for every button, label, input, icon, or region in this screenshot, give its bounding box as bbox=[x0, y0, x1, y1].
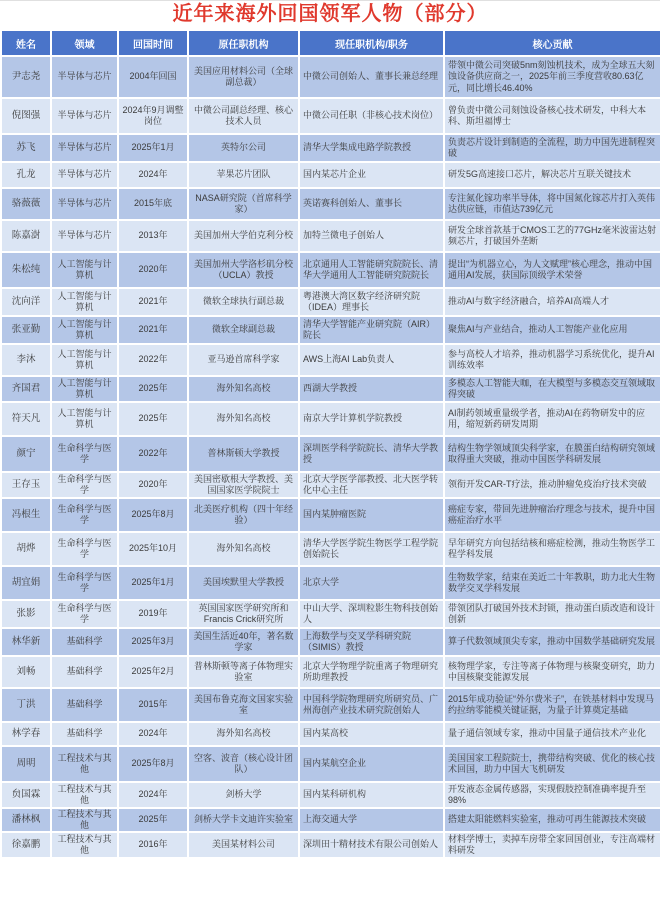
table-cell: 美国应用材料公司（全球副总裁） bbox=[188, 56, 299, 98]
table-row bbox=[1, 808, 660, 832]
table-cell: 美国国家工程院院士，携带结构突破、优化的核心技术回国，助力中国大飞机研发 bbox=[444, 746, 660, 782]
table-row bbox=[1, 376, 660, 402]
column-header: 领域 bbox=[51, 30, 118, 56]
table-cell: 美国某材料公司 bbox=[188, 832, 299, 858]
table-cell: 微软全球副总裁 bbox=[188, 316, 299, 344]
table-row bbox=[1, 498, 660, 532]
table-cell: 加特兰微电子创始人 bbox=[299, 220, 444, 252]
table-cell: 剑桥大学 bbox=[188, 782, 299, 808]
table-cell: 张影 bbox=[1, 600, 51, 628]
table-cell: 工程技术与其他 bbox=[51, 782, 118, 808]
table-cell: 半导体与芯片 bbox=[51, 162, 118, 188]
table-cell: 国内某高校 bbox=[299, 722, 444, 746]
table-row bbox=[1, 600, 660, 628]
table-cell: 2025年 bbox=[118, 402, 188, 436]
table-cell: 潘林枫 bbox=[1, 808, 51, 832]
table-row bbox=[1, 220, 660, 252]
table-cell: NASA研究院（首席科学家） bbox=[188, 188, 299, 220]
table-cell: 带领中微公司突破5nm刻蚀机技术，成为全球五大刻蚀设备供应商之一，2025年前三季度营收80.63亿元，同比增长46.40% bbox=[444, 56, 660, 98]
table-row bbox=[1, 688, 660, 722]
table-cell: 美国加州大学伯克利分校 bbox=[188, 220, 299, 252]
table-cell: 生命科学与医学 bbox=[51, 498, 118, 532]
table-row bbox=[1, 162, 660, 188]
table-cell: 生命科学与医学 bbox=[51, 566, 118, 600]
table-cell: 周明 bbox=[1, 746, 51, 782]
table-row bbox=[1, 344, 660, 376]
table-cell: 贠国霖 bbox=[1, 782, 51, 808]
table-cell: 基础科学 bbox=[51, 722, 118, 746]
table-cell: 2025年8月 bbox=[118, 498, 188, 532]
table-cell: 英诺赛科创始人、董事长 bbox=[299, 188, 444, 220]
table-cell: 2024年 bbox=[118, 162, 188, 188]
table-cell: 清华大学医学院生物医学工程学院创始院长 bbox=[299, 532, 444, 566]
table-cell: 符天凡 bbox=[1, 402, 51, 436]
table-cell: 美国埃默里大学教授 bbox=[188, 566, 299, 600]
table-cell: 中山大学、深圳粒影生物科技创始人 bbox=[299, 600, 444, 628]
table-cell: 中微公司副总经理、核心技术人员 bbox=[188, 98, 299, 134]
table-cell: 半导体与芯片 bbox=[51, 188, 118, 220]
table-cell: 生命科学与医学 bbox=[51, 532, 118, 566]
table-cell: 人工智能与计算机 bbox=[51, 344, 118, 376]
table-cell: 2021年 bbox=[118, 316, 188, 344]
table-cell: 生命科学与医学 bbox=[51, 436, 118, 472]
table-row bbox=[1, 472, 660, 498]
table-cell: 北京通用人工智能研究院院长、清华大学通用人工智能研究院院长 bbox=[299, 252, 444, 288]
table-row bbox=[1, 402, 660, 436]
table-cell: 北京大学医学部教授、北大医学转化中心主任 bbox=[299, 472, 444, 498]
table-cell: 2025年3月 bbox=[118, 628, 188, 656]
table-body bbox=[1, 56, 660, 858]
table-cell: 国内某肿瘤医院 bbox=[299, 498, 444, 532]
table-cell: 北京大学物理学院重离子物理研究所助理教授 bbox=[299, 656, 444, 688]
table-cell: 基础科学 bbox=[51, 688, 118, 722]
table-cell: 徐嘉鹏 bbox=[1, 832, 51, 858]
table-cell: 上海交通大学 bbox=[299, 808, 444, 832]
table-cell: 专注氮化镓功率半导体，将中国氮化镓芯片打入英伟达供应链，市值达739亿元 bbox=[444, 188, 660, 220]
table-cell: 深圳田十精材技术有限公司创始人 bbox=[299, 832, 444, 858]
table-cell: 北美医疗机构（四十年经验） bbox=[188, 498, 299, 532]
table-cell: 国内某航空企业 bbox=[299, 746, 444, 782]
table-cell: 生物数学家，结束在美近二十年教职，助力北大生物数学交叉学科发展 bbox=[444, 566, 660, 600]
table-cell: 陈嘉澍 bbox=[1, 220, 51, 252]
table-cell: 北京大学 bbox=[299, 566, 444, 600]
table-cell: 美国布鲁克海文国家实验室 bbox=[188, 688, 299, 722]
table-cell: 冯根生 bbox=[1, 498, 51, 532]
table-cell: 2020年 bbox=[118, 252, 188, 288]
table-cell: 西湖大学教授 bbox=[299, 376, 444, 402]
table-cell: 算子代数领域顶尖专家，推动中国数学基础研究发展 bbox=[444, 628, 660, 656]
table-cell: 量子通信领域专家，推动中国量子通信技术产业化 bbox=[444, 722, 660, 746]
table-cell: 2015年底 bbox=[118, 188, 188, 220]
returnees-table bbox=[0, 29, 660, 859]
table-cell: 2004年回国 bbox=[118, 56, 188, 98]
table-cell: 人工智能与计算机 bbox=[51, 402, 118, 436]
table-cell: 苹果芯片团队 bbox=[188, 162, 299, 188]
table-cell: 2025年1月 bbox=[118, 134, 188, 162]
table-cell: 2022年 bbox=[118, 344, 188, 376]
table-cell: 半导体与芯片 bbox=[51, 98, 118, 134]
table-row bbox=[1, 532, 660, 566]
table-cell: 林华新 bbox=[1, 628, 51, 656]
table-cell: 海外知名高校 bbox=[188, 376, 299, 402]
table-cell: 2024年 bbox=[118, 782, 188, 808]
table-row bbox=[1, 252, 660, 288]
table-row bbox=[1, 566, 660, 600]
table-cell: 癌症专家，带回先进肿瘤治疗理念与技术，提升中国癌症治疗水平 bbox=[444, 498, 660, 532]
table-cell: 推动AI与数字经济融合，培养AI高端人才 bbox=[444, 288, 660, 316]
table-cell: 2025年 bbox=[118, 376, 188, 402]
table-cell: 2016年 bbox=[118, 832, 188, 858]
table-cell: 搭建太阳能燃料实验室，推动可再生能源技术突破 bbox=[444, 808, 660, 832]
table-cell: 半导体与芯片 bbox=[51, 220, 118, 252]
table-cell: AI制药领域重量级学者，推动AI在药物研发中的应用，缩短新药研发周期 bbox=[444, 402, 660, 436]
table-cell: 骆薇薇 bbox=[1, 188, 51, 220]
table-cell: 美国密歇根大学教授、美国国家医学院院士 bbox=[188, 472, 299, 498]
column-header: 回国时间 bbox=[118, 30, 188, 56]
page-title: 近年来海外回国领军人物（部分） bbox=[172, 3, 488, 25]
table-cell: 生命科学与医学 bbox=[51, 600, 118, 628]
table-row bbox=[1, 316, 660, 344]
table-cell: 核物理学家，专注等离子体物理与核聚变研究，助力中国核聚变能源发展 bbox=[444, 656, 660, 688]
table-cell: 中微公司任职（非核心技术岗位） bbox=[299, 98, 444, 134]
table-cell: 2024年 bbox=[118, 722, 188, 746]
table-row bbox=[1, 188, 660, 220]
table-row bbox=[1, 134, 660, 162]
table-cell: 带领团队打破国外技术封锁，推动蛋白质改造和设计创新 bbox=[444, 600, 660, 628]
table-cell: 工程技术与其他 bbox=[51, 832, 118, 858]
table-cell: AWS上海AI Lab负责人 bbox=[299, 344, 444, 376]
table-cell: 人工智能与计算机 bbox=[51, 376, 118, 402]
column-header: 现任职机构/职务 bbox=[299, 30, 444, 56]
table-cell: 研发全球首款基于CMOS工艺的77GHz毫米波雷达射频芯片，打破国外垄断 bbox=[444, 220, 660, 252]
table-cell: 苏飞 bbox=[1, 134, 51, 162]
table-cell: 李沐 bbox=[1, 344, 51, 376]
table-cell: 2025年8月 bbox=[118, 746, 188, 782]
table-cell: 2013年 bbox=[118, 220, 188, 252]
table-row bbox=[1, 436, 660, 472]
table-cell: 国内某芯片企业 bbox=[299, 162, 444, 188]
table-cell: 2015年成功验证“外尔费米子”，在铁基材料中发现马约拉纳零能模关键证据，为量子计算奠定基础 bbox=[444, 688, 660, 722]
table-row bbox=[1, 98, 660, 134]
column-header: 核心贡献 bbox=[444, 30, 660, 56]
table-cell: 人工智能与计算机 bbox=[51, 316, 118, 344]
table-cell: 人工智能与计算机 bbox=[51, 288, 118, 316]
table-cell: 半导体与芯片 bbox=[51, 134, 118, 162]
table-cell: 领衔开发CAR-T疗法，推动肿瘤免疫治疗技术突破 bbox=[444, 472, 660, 498]
table-cell: 沈向洋 bbox=[1, 288, 51, 316]
table-cell: 王存玉 bbox=[1, 472, 51, 498]
table-cell: 刘畅 bbox=[1, 656, 51, 688]
table-cell: 多模态人工智能大咖，在大模型与多模态交互领域取得突破 bbox=[444, 376, 660, 402]
table-cell: 基础科学 bbox=[51, 656, 118, 688]
table-row bbox=[1, 628, 660, 656]
table-cell: 张亚勤 bbox=[1, 316, 51, 344]
table-cell: 工程技术与其他 bbox=[51, 746, 118, 782]
table-cell: 海外知名高校 bbox=[188, 402, 299, 436]
table-cell: 人工智能与计算机 bbox=[51, 252, 118, 288]
table-cell: 丁洪 bbox=[1, 688, 51, 722]
table-cell: 生命科学与医学 bbox=[51, 472, 118, 498]
table-cell: 结构生物学领域顶尖科学家，在膜蛋白结构研究领域取得重大突破，推动中国医学科研发展 bbox=[444, 436, 660, 472]
table-cell: 朱松纯 bbox=[1, 252, 51, 288]
table-cell: 颜宁 bbox=[1, 436, 51, 472]
table-row bbox=[1, 56, 660, 98]
table-cell: 曾负责中微公司刻蚀设备核心技术研发，中科大本科、斯坦福博士 bbox=[444, 98, 660, 134]
table-cell: 提出“为机器立心，为人文赋理”核心理念，推动中国通用AI发展，获国际顶级学术荣誉 bbox=[444, 252, 660, 288]
table-row bbox=[1, 832, 660, 858]
table-cell: 2020年 bbox=[118, 472, 188, 498]
table-cell: 微软全球执行副总裁 bbox=[188, 288, 299, 316]
table-cell: 清华大学智能产业研究院（AIR）院长 bbox=[299, 316, 444, 344]
table-cell: 普林斯顿等离子体物理实验室 bbox=[188, 656, 299, 688]
table-cell: 美国生活近40年，著名数学家 bbox=[188, 628, 299, 656]
table-cell: 2025年2月 bbox=[118, 656, 188, 688]
table-cell: 英特尔公司 bbox=[188, 134, 299, 162]
table-cell: 胡宜娟 bbox=[1, 566, 51, 600]
table-cell: 中微公司创始人、董事长兼总经理 bbox=[299, 56, 444, 98]
table-cell: 2015年 bbox=[118, 688, 188, 722]
table-cell: 2025年 bbox=[118, 808, 188, 832]
table-cell: 材料学博士，卖掉车房带全家回国创业，专注高端材料研发 bbox=[444, 832, 660, 858]
table-cell: 早年研究方向包括结核和癌症检测，推动生物医学工程学科发展 bbox=[444, 532, 660, 566]
table-cell: 2025年10月 bbox=[118, 532, 188, 566]
table-cell: 普林斯顿大学教授 bbox=[188, 436, 299, 472]
table-row bbox=[1, 782, 660, 808]
table-cell: 半导体与芯片 bbox=[51, 56, 118, 98]
table-cell: 美国加州大学洛杉矶分校（UCLA）教授 bbox=[188, 252, 299, 288]
table-cell: 2024年9月调整岗位 bbox=[118, 98, 188, 134]
table-cell: 粤港澳大湾区数字经济研究院（IDEA）理事长 bbox=[299, 288, 444, 316]
table-cell: 参与高校人才培养，推动机器学习系统优化，提升AI训练效率 bbox=[444, 344, 660, 376]
table-cell: 国内某科研机构 bbox=[299, 782, 444, 808]
table-cell: 基础科学 bbox=[51, 628, 118, 656]
table-cell: 2019年 bbox=[118, 600, 188, 628]
table-cell: 尹志尧 bbox=[1, 56, 51, 98]
table-cell: 倪图强 bbox=[1, 98, 51, 134]
table-cell: 南京大学计算机学院教授 bbox=[299, 402, 444, 436]
table-cell: 开发液态金属传感器，实现假肢控制准确率提升至98% bbox=[444, 782, 660, 808]
table-cell: 负责芯片设计到制造的全流程，助力中国先进制程突破 bbox=[444, 134, 660, 162]
table-cell: 空客、波音（核心设计团队） bbox=[188, 746, 299, 782]
table-row bbox=[1, 746, 660, 782]
table-cell: 2022年 bbox=[118, 436, 188, 472]
table-cell: 海外知名高校 bbox=[188, 532, 299, 566]
table-row bbox=[1, 288, 660, 316]
table-cell: 剑桥大学卡文迪许实验室 bbox=[188, 808, 299, 832]
table-cell: 胡烨 bbox=[1, 532, 51, 566]
table-cell: 清华大学集成电路学院教授 bbox=[299, 134, 444, 162]
table-cell: 聚焦AI与产业结合，推动人工智能产业化应用 bbox=[444, 316, 660, 344]
table-cell: 上海数学与交叉学科研究院（SIMIS）教授 bbox=[299, 628, 444, 656]
table-cell: 深圳医学科学院院长、清华大学教授 bbox=[299, 436, 444, 472]
column-header: 姓名 bbox=[1, 30, 51, 56]
table-cell: 林学春 bbox=[1, 722, 51, 746]
column-header: 原任职机构 bbox=[188, 30, 299, 56]
table-row bbox=[1, 722, 660, 746]
table-header-row bbox=[1, 30, 660, 56]
table-cell: 海外知名高校 bbox=[188, 722, 299, 746]
table-cell: 2025年1月 bbox=[118, 566, 188, 600]
table-cell: 齐国君 bbox=[1, 376, 51, 402]
table-cell: 孔龙 bbox=[1, 162, 51, 188]
table-cell: 英国国家医学研究所和Francis Crick研究所 bbox=[188, 600, 299, 628]
table-cell: 亚马逊首席科学家 bbox=[188, 344, 299, 376]
table-cell: 研发5G高速接口芯片，解决芯片互联关键技术 bbox=[444, 162, 660, 188]
table-cell: 中国科学院物理研究所研究员、广州海创产业技术研究院创始人 bbox=[299, 688, 444, 722]
table-cell: 2021年 bbox=[118, 288, 188, 316]
table-cell: 工程技术与其他 bbox=[51, 808, 118, 832]
table-row bbox=[1, 656, 660, 688]
